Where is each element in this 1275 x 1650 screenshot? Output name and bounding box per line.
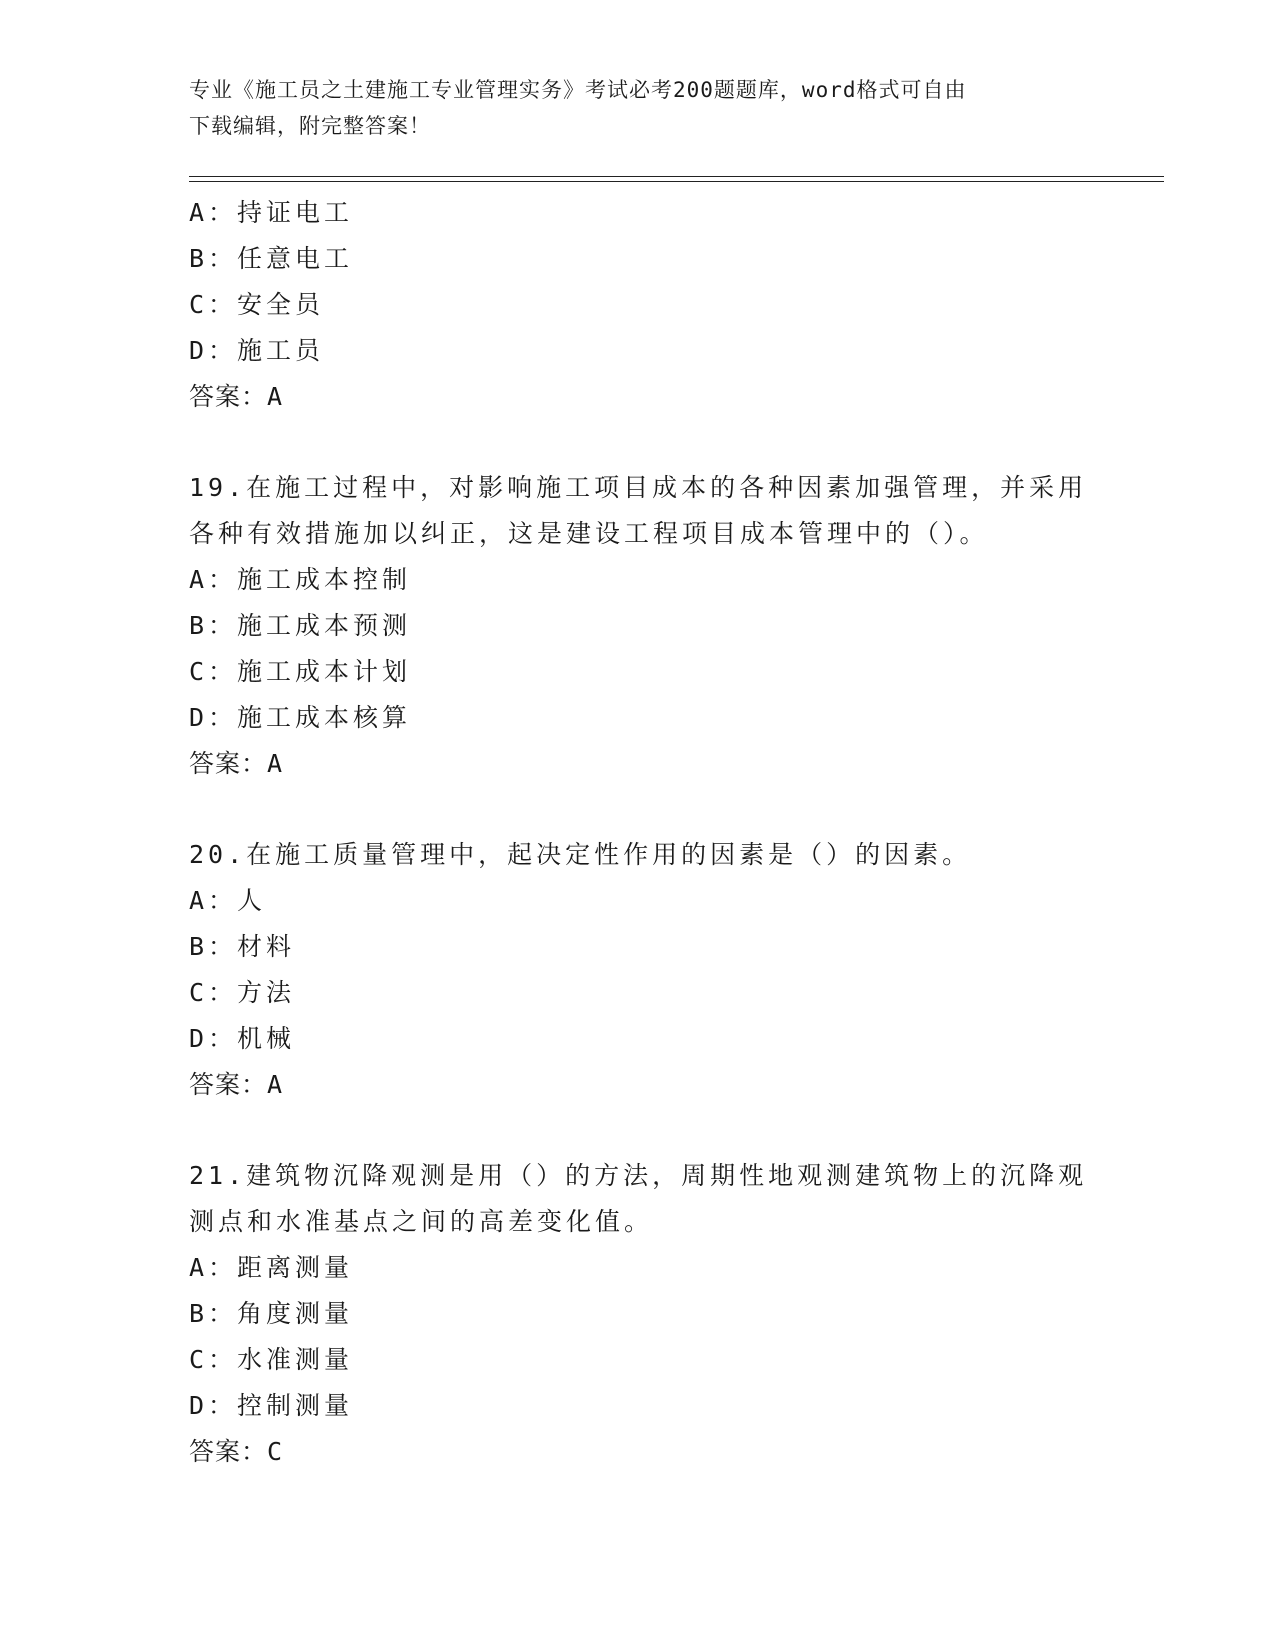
answer-line bbox=[189, 374, 1089, 420]
option-b: B：角度测量 bbox=[189, 1299, 354, 1328]
answer-value: A bbox=[267, 749, 284, 778]
option-b: B：施工成本预测 bbox=[189, 611, 412, 640]
answer-label: 答案： bbox=[189, 1437, 268, 1466]
question-stem-line-2: 测点和水准基点之间的高差变化值。 bbox=[189, 1207, 654, 1236]
option-d: D：机械 bbox=[189, 1024, 296, 1053]
document-header bbox=[189, 72, 1089, 144]
option-a: A：距离测量 bbox=[189, 1253, 354, 1282]
question-stem-line-1: 19.在施工过程中，对影响施工项目成本的各种因素加强管理，并采用 bbox=[189, 473, 1088, 502]
question-20 bbox=[189, 832, 1089, 1108]
answer-value: A bbox=[267, 1070, 284, 1099]
option-b: B：任意电工 bbox=[189, 244, 354, 273]
option-a: A：施工成本控制 bbox=[189, 565, 412, 594]
answer-label: 答案： bbox=[189, 1070, 268, 1099]
answer-label: 答案： bbox=[189, 382, 268, 411]
header-line-2: 下载编辑，附完整答案！ bbox=[189, 114, 431, 138]
header-divider-top bbox=[189, 176, 1164, 177]
answer-line bbox=[189, 741, 1089, 787]
option-d: D：控制测量 bbox=[189, 1391, 354, 1420]
header-divider-bottom bbox=[189, 181, 1164, 182]
question-19 bbox=[189, 465, 1089, 787]
answer-label: 答案： bbox=[189, 749, 268, 778]
question-21 bbox=[189, 1153, 1089, 1475]
option-a: A：人 bbox=[189, 886, 267, 915]
question-stem-line-1: 20.在施工质量管理中，起决定性作用的因素是（）的因素。 bbox=[189, 840, 972, 869]
option-a: A：持证电工 bbox=[189, 198, 354, 227]
answer-value: A bbox=[267, 382, 284, 411]
option-b: B：材料 bbox=[189, 932, 296, 961]
option-d: D：施工成本核算 bbox=[189, 703, 412, 732]
question-stem-line-1: 21.建筑物沉降观测是用（）的方法，周期性地观测建筑物上的沉降观 bbox=[189, 1161, 1088, 1190]
option-c: C：方法 bbox=[189, 978, 296, 1007]
question-18 bbox=[189, 190, 1089, 420]
header-line-1: 专业《施工员之土建施工专业管理实务》考试必考200题题库，word格式可自由 bbox=[189, 78, 967, 102]
answer-line bbox=[189, 1429, 1089, 1475]
answer-value: C bbox=[267, 1437, 284, 1466]
question-stem-line-2: 各种有效措施加以纠正，这是建设工程项目成本管理中的（）。 bbox=[189, 519, 989, 548]
answer-line bbox=[189, 1062, 1089, 1108]
option-c: C：安全员 bbox=[189, 290, 325, 319]
option-c: C：施工成本计划 bbox=[189, 657, 412, 686]
option-d: D：施工员 bbox=[189, 336, 325, 365]
question-list bbox=[189, 190, 1089, 1475]
option-c: C：水准测量 bbox=[189, 1345, 354, 1374]
